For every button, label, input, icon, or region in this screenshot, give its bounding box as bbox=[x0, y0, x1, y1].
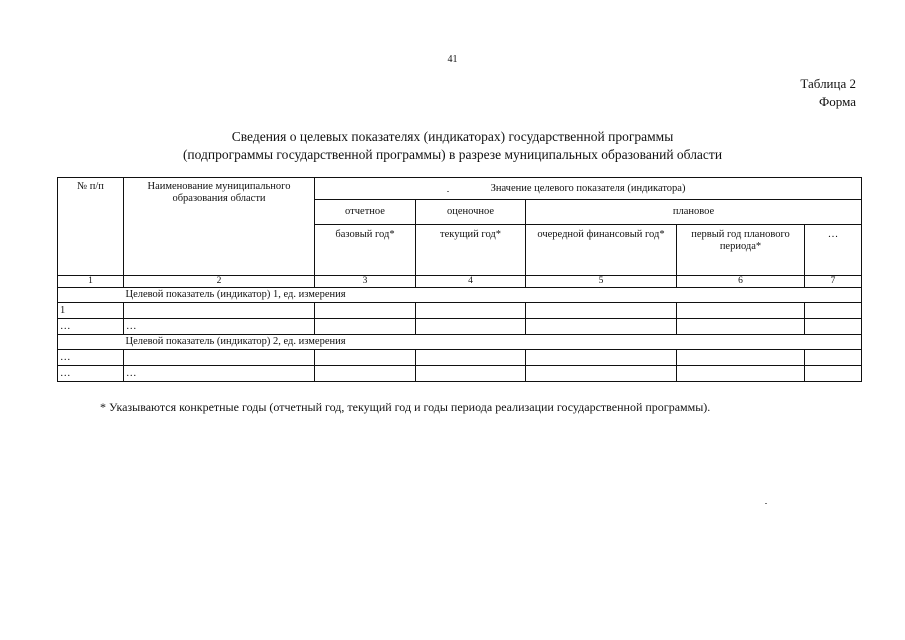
indicator-1-label: Целевой показатель (индикатор) 1, ед. измерения bbox=[124, 288, 862, 303]
value-cell bbox=[315, 303, 416, 319]
value-cell bbox=[677, 319, 805, 335]
column-number: 1 bbox=[58, 276, 124, 288]
table-row bbox=[58, 350, 862, 366]
value-cell bbox=[526, 303, 677, 319]
value-cell bbox=[416, 350, 526, 366]
municipality-cell: … bbox=[124, 319, 315, 335]
form-label: Форма bbox=[819, 94, 856, 109]
value-cell bbox=[416, 319, 526, 335]
row-number: … bbox=[58, 319, 124, 335]
municipality-cell: … bbox=[124, 366, 315, 382]
title-line-1: Сведения о целевых показателях (индикаторах) государственной программы bbox=[231, 129, 674, 144]
header-reporting: отчетное bbox=[315, 200, 416, 225]
table-row bbox=[58, 366, 862, 382]
value-cell bbox=[315, 350, 416, 366]
value-cell bbox=[416, 366, 526, 382]
value-cell bbox=[526, 319, 677, 335]
header-base-year: базовый год* bbox=[315, 225, 416, 276]
header-current-year: текущий год* bbox=[416, 225, 526, 276]
value-cell bbox=[805, 366, 862, 382]
value-cell bbox=[315, 366, 416, 382]
value-cell bbox=[526, 366, 677, 382]
value-cell bbox=[805, 319, 862, 335]
municipality-cell bbox=[124, 350, 315, 366]
municipality-cell bbox=[124, 303, 315, 319]
indicator-row-spacer bbox=[58, 288, 124, 303]
value-cell bbox=[416, 303, 526, 319]
footnote: * Указываются конкретные годы (отчетный год, текущий год и годы периода реализации государственной программы). bbox=[100, 400, 711, 414]
row-number: … bbox=[58, 366, 124, 382]
header-more-years: … bbox=[805, 225, 862, 276]
page-number: 41 bbox=[447, 54, 458, 65]
value-cell bbox=[805, 303, 862, 319]
document-title bbox=[0, 128, 905, 164]
indicators-table bbox=[57, 177, 862, 382]
header-first-plan-year: первый год планового периода* bbox=[677, 225, 805, 276]
header-next-financial-year: очередной финансовый год* bbox=[526, 225, 677, 276]
table-row bbox=[58, 303, 862, 319]
value-cell bbox=[805, 350, 862, 366]
indicator-row-spacer bbox=[58, 335, 124, 350]
header-municipality-name: Наименование муниципального образования области bbox=[124, 178, 315, 276]
row-number: 1 bbox=[58, 303, 124, 319]
indicator-2-label: Целевой показатель (индикатор) 2, ед. измерения bbox=[124, 335, 862, 350]
value-cell bbox=[677, 303, 805, 319]
column-number: 2 bbox=[124, 276, 315, 288]
row-number: … bbox=[58, 350, 124, 366]
header-indicator-value: Значение целевого показателя (индикатора) bbox=[315, 178, 862, 200]
header-planned: плановое bbox=[526, 200, 862, 225]
value-cell bbox=[677, 350, 805, 366]
table-label: Таблица 2 bbox=[800, 76, 856, 91]
column-number: 6 bbox=[677, 276, 805, 288]
value-cell bbox=[526, 350, 677, 366]
header-estimated: оценочное bbox=[416, 200, 526, 225]
value-cell bbox=[677, 366, 805, 382]
column-number: 7 bbox=[805, 276, 862, 288]
title-line-2: (подпрограммы государственной программы) в разрезе муниципальных образований области bbox=[182, 147, 723, 162]
column-number: 5 bbox=[526, 276, 677, 288]
header-number: № п/п bbox=[58, 178, 124, 276]
scan-speck bbox=[447, 191, 449, 192]
table-reference bbox=[800, 75, 856, 111]
table-row bbox=[58, 319, 862, 335]
value-cell bbox=[315, 319, 416, 335]
column-number: 3 bbox=[315, 276, 416, 288]
scan-speck bbox=[765, 503, 767, 504]
column-number: 4 bbox=[416, 276, 526, 288]
